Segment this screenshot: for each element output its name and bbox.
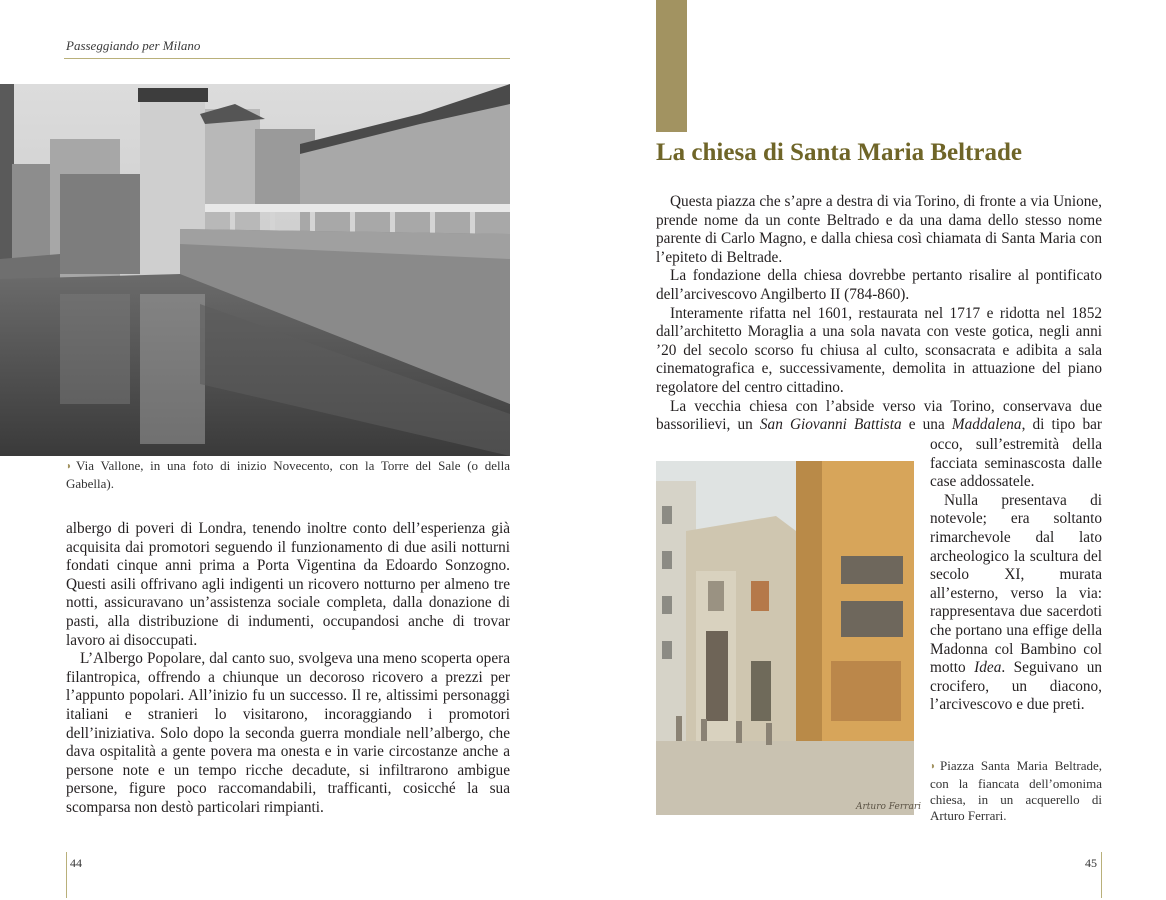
caption-text: Piazza Santa Maria Beltrade, con la fiancata dell’omonima chiesa, in un acquerello di Arturo Ferrari. bbox=[930, 758, 1102, 823]
text-run: . Seguivano un crocifero, un diacono, l’arcivescovo e due preti. bbox=[930, 659, 1102, 714]
caption-painting bbox=[930, 758, 1102, 824]
paragraph: L’Albergo Popolare, dal canto suo, svolgeva una meno scoperta opera filantropica, offrendo a chiunque un decoroso ricovero a prezzi per l’appunto popolari. All’inizio fu un successo. Il re, altissimi personaggi italiani e stranieri lo visitarono, incoraggiando i promotori dell’iniziativa. Solo dopo la seconda guerra mondiale nell’albergo, che dava ospitalità a gente povera ma onesta e in varie circostanze anche a persone note e un tempo ricche decadute, si infiltrarono ambigue persone, figure poco raccomandabili, trafficanti, cosicché la sua scomparsa non destò particolari rimpianti. bbox=[66, 650, 510, 816]
right-body-text bbox=[656, 193, 1102, 435]
right-side-text bbox=[930, 436, 1102, 715]
paragraph bbox=[930, 492, 1102, 715]
text-run: La vecchia chiesa con l’abside verso via Torino, conservava due bassorilievi, un bbox=[656, 397, 1102, 434]
italic-title: Maddalena bbox=[951, 416, 1022, 434]
caption-text: Via Vallone, in una foto di inizio Novecento, con la Torre del Sale (o della Gabella). bbox=[66, 458, 510, 491]
folio-rule-left bbox=[66, 852, 67, 898]
paragraph: albergo di poveri di Londra, tenendo inoltre conto dell’esperienza già acquisita dai promotori seguendo il funzionamento di due asili notturni fondati cinque anni prima a Porta Vigentina da Edoardo Sonzogno. Questi asili offrivano agli indigenti un ricovero notturno per almeno tre notti, assicuravano un’assistenza sociale completa, dalla donazione di pasti, alla distribuzione di indumenti, occupandosi anche di trovar lavoro ai disoccupati. bbox=[66, 520, 510, 649]
text-run: Nulla presentava di notevole; era soltanto rimarchevole dal lato archeologico la scultura del secolo XI, murata all’esterno, verso la via: rappresentava due sacerdoti che portano una effige della Madonna col Bambino col motto bbox=[930, 491, 1102, 677]
chapter-accent-bar bbox=[656, 0, 687, 132]
folio-rule-right bbox=[1101, 852, 1102, 898]
paragraph: Interamente rifatta nel 1601, restaurata nel 1717 e ridotta nel 1852 dall’architetto Moraglia a una sola navata con veste gotica, negli anni ’20 del secolo scorso fu chiusa al culto, sconsacrata e adibita a sala cinematografica e, successivamente, demolita in attuazione del piano regolatore del centro cittadino. bbox=[656, 304, 1102, 396]
painting-signature: Arturo Ferrari bbox=[856, 802, 922, 812]
page-number-left: 44 bbox=[70, 856, 82, 870]
paragraph: La fondazione della chiesa dovrebbe pertanto risalire al pontificato dell’arcivescovo Angilberto II (784-860). bbox=[656, 267, 1102, 303]
paragraph: Questa piazza che s’apre a destra di via Torino, di fronte a via Unione, prende nome da un conte Beltrado e da una dama dello stesso nome parente di Carlo Magno, e dalla chiesa così chiamata di Santa Maria con l’epiteto di Beltrade. bbox=[656, 193, 1102, 266]
text-run: occo, sull’estremità della facciata seminascosta dalle case addossatele. bbox=[930, 436, 1102, 491]
painting-santa-maria-beltrade bbox=[656, 461, 922, 815]
caption-via-vallone bbox=[66, 458, 510, 492]
paragraph-continuation bbox=[930, 436, 1102, 492]
text-run: , di tipo bar bbox=[1021, 416, 1102, 434]
page-number-right: 45 bbox=[1085, 856, 1097, 870]
caption-bullet-icon: ◗ bbox=[66, 461, 73, 472]
chapter-title: La chiesa di Santa Maria Beltrade bbox=[656, 139, 1022, 166]
italic-motto: Idea bbox=[974, 659, 1002, 677]
running-header: Passeggiando per Milano bbox=[66, 38, 201, 53]
text-run: e una bbox=[901, 416, 952, 434]
photo-via-vallone bbox=[0, 84, 510, 456]
paragraph bbox=[656, 398, 1102, 435]
caption-bullet-icon: ◗ bbox=[930, 761, 937, 772]
header-rule bbox=[64, 58, 510, 59]
left-body-text bbox=[66, 520, 510, 818]
italic-title: San Giovanni Battista bbox=[759, 416, 902, 434]
